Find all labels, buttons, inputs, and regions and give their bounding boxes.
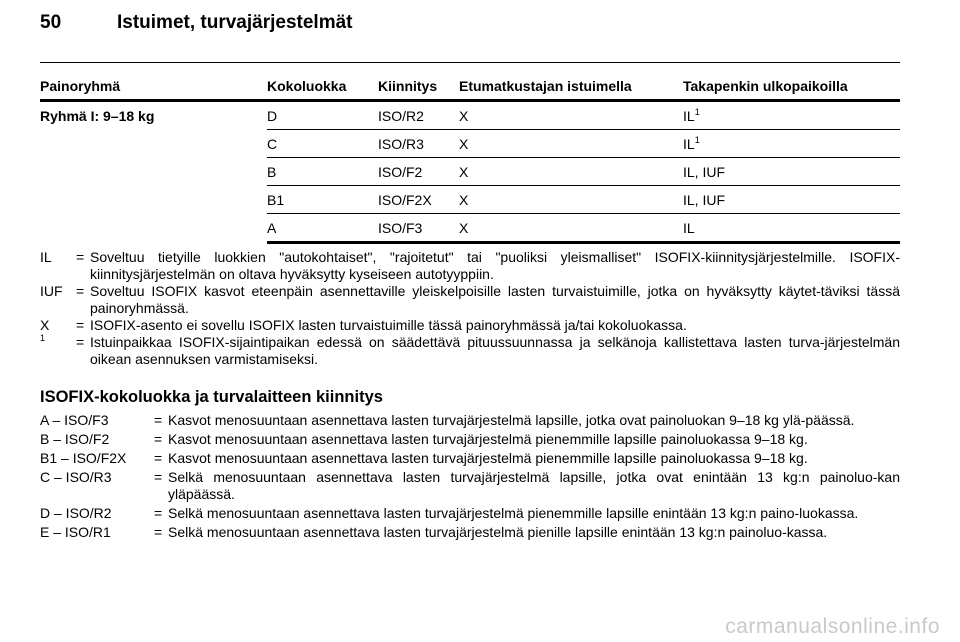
legend-item: X = ISOFIX-asento ei sovellu ISOFIX lasten turvaistuimille tässä painoryhmässä ja/tai kokoluokassa.	[40, 317, 900, 334]
legend-text: Istuinpaikkaa ISOFIX-sijaintipaikan edessä on säädettävä pituussuunnassa ja selkänoja kallistettava lasten turva-järjestelmän oikean asennuksen varmistamiseksi.	[90, 334, 900, 367]
column-header: Etumatkustajan istuimella	[459, 74, 683, 101]
rear-seat-cell: IL, IUF	[683, 158, 900, 186]
size-class-cell: B	[267, 158, 378, 186]
rear-seat-cell: $IL^1$	[683, 101, 900, 130]
legend-text: Soveltuu tietyille luokkien "autokohtaiset", "rajoitetut" tai "puoliksi yleismalliset" ISOFIX-kiinnitysjärjestelmille. ISOFIX-kiinnitysjärjestelmän on oltava hyväksytty kyseiseen autotyyppiin.	[90, 249, 900, 282]
class-key: A – ISO/F3	[40, 412, 109, 428]
isofix-table	[40, 74, 900, 244]
class-description: Kasvot menosuuntaan asennettava lasten turvajärjestelmä lapsille, jotka ovat painoluokan 9–18 kg ylä-päässä.	[168, 412, 855, 428]
header-divider	[40, 62, 900, 63]
size-class-list	[40, 412, 900, 543]
class-description: Selkä menosuuntaan asennettava lasten turvajärjestelmä lapsille, jotka ovat enintään 13 kg:n painoluo-kan yläpäässä.	[168, 469, 900, 502]
list-item: B – ISO/F2 = Kasvot menosuuntaan asennettava lasten turvajärjestelmä pienemmille lapsille painoluokassa 9–18 kg.	[40, 431, 900, 448]
list-item: D – ISO/R2 = Selkä menosuuntaan asennettava lasten turvajärjestelmä pienemmille lapsille enintään 13 kg:n paino-luokassa.	[40, 505, 900, 522]
legend-key: 1	[40, 333, 46, 343]
weight-group-cell: Ryhmä I: 9–18 kg	[40, 108, 155, 124]
legend-text: Soveltuu ISOFIX kasvot eteenpäin asennettaville yleiskelpoisille lasten turvaistuimille, jotka on hyväksytty käytet-täviksi tässä painoryhmässä.	[90, 283, 900, 316]
class-key: B – ISO/F2	[40, 431, 110, 447]
class-key: D – ISO/R2	[40, 505, 112, 521]
legend-item: IL = Soveltuu tietyille luokkien "autokohtaiset", "rajoitetut" tai "puoliksi yleismalliset" ISOFIX-kiinnitysjärjestelmille. ISOFIX-kiinnitysjärjestelmän on oltava hyväksytty kyseiseen autotyyppiin.	[40, 249, 900, 282]
legend-item: $^1$ = Istuinpaikkaa ISOFIX-sijaintipaikan edessä on säädettävä pituussuunnassa ja selkänoja kallistettava lasten turva-järjestelmän oikean asennuksen varmistamiseksi.	[40, 333, 900, 367]
front-seat-cell: X	[459, 158, 683, 186]
fixture-cell: ISO/F2X	[378, 186, 459, 214]
column-header: Takapenkin ulkopaikoilla	[683, 74, 900, 101]
class-key: B1 – ISO/F2X	[40, 450, 127, 466]
class-description: Kasvot menosuuntaan asennettava lasten turvajärjestelmä pienemmille lapsille painoluokassa 9–18 kg.	[168, 450, 808, 466]
table-row	[40, 101, 900, 130]
column-header: Kiinnitys	[378, 74, 459, 101]
list-item: E – ISO/R1 = Selkä menosuuntaan asennettava lasten turvajärjestelmä pienille lapsille enintään 13 kg:n painoluo-kassa.	[40, 524, 900, 541]
rear-seat-cell: IL, IUF	[683, 186, 900, 214]
page-number: 50	[40, 12, 62, 33]
footnote-marker: 1	[694, 135, 700, 145]
size-class-cell: A	[267, 214, 378, 243]
fixture-cell: ISO/R2	[378, 101, 459, 130]
list-item: B1 – ISO/F2X = Kasvot menosuuntaan asennettava lasten turvajärjestelmä pienemmille lapsille painoluokassa 9–18 kg.	[40, 450, 900, 467]
column-header: Painoryhmä	[40, 74, 267, 101]
legend-item: IUF = Soveltuu ISOFIX kasvot eteenpäin asennettaville yleiskelpoisille lasten turvaistuimille, jotka on hyväksytty käytet-täviksi tässä painoryhmässä.	[40, 283, 900, 316]
front-seat-cell: X	[459, 101, 683, 130]
list-item: A – ISO/F3 = Kasvot menosuuntaan asennettava lasten turvajärjestelmä lapsille, jotka ovat painoluokan 9–18 kg ylä-päässä.	[40, 412, 900, 429]
front-seat-cell: X	[459, 214, 683, 243]
class-key: C – ISO/R3	[40, 469, 112, 485]
legend-key: X	[40, 317, 50, 333]
size-class-cell: B1	[267, 186, 378, 214]
size-class-cell: C	[267, 130, 378, 158]
class-description: Selkä menosuuntaan asennettava lasten turvajärjestelmä pienille lapsille enintään 13 kg:n painoluo-kassa.	[168, 524, 828, 540]
rear-seat-cell: $IL^1$	[683, 130, 900, 158]
section-heading: ISOFIX-kokoluokka ja turvalaitteen kiinnitys	[40, 388, 383, 406]
fixture-cell: ISO/R3	[378, 130, 459, 158]
class-description: Kasvot menosuuntaan asennettava lasten turvajärjestelmä pienemmille lapsille painoluokassa 9–18 kg.	[168, 431, 808, 447]
legend-key: IL	[40, 249, 52, 265]
list-item: C – ISO/R3 = Selkä menosuuntaan asennettava lasten turvajärjestelmä lapsille, jotka ovat enintään 13 kg:n painoluo-kan yläpäässä.	[40, 469, 900, 502]
legend-key: IUF	[40, 283, 63, 299]
rear-seat-cell: IL	[683, 214, 900, 243]
column-header: Kokoluokka	[267, 74, 378, 101]
class-description: Selkä menosuuntaan asennettava lasten turvajärjestelmä pienemmille lapsille enintään 13 kg:n paino-luokassa.	[168, 505, 859, 521]
fixture-cell: ISO/F2	[378, 158, 459, 186]
table-header-row	[40, 74, 900, 101]
fixture-cell: ISO/F3	[378, 214, 459, 243]
page-header	[40, 12, 352, 34]
size-class-cell: D	[267, 101, 378, 130]
front-seat-cell: X	[459, 186, 683, 214]
legend-text: ISOFIX-asento ei sovellu ISOFIX lasten turvaistuimille tässä painoryhmässä ja/tai kokoluokassa.	[90, 317, 687, 333]
page-title: Istuimet, turvajärjestelmät	[117, 12, 353, 33]
legend-notes	[40, 249, 900, 368]
watermark-link[interactable]: carmanualsonline.info	[725, 615, 940, 638]
front-seat-cell: X	[459, 130, 683, 158]
class-key: E – ISO/R1	[40, 524, 111, 540]
footnote-marker: 1	[694, 107, 700, 117]
